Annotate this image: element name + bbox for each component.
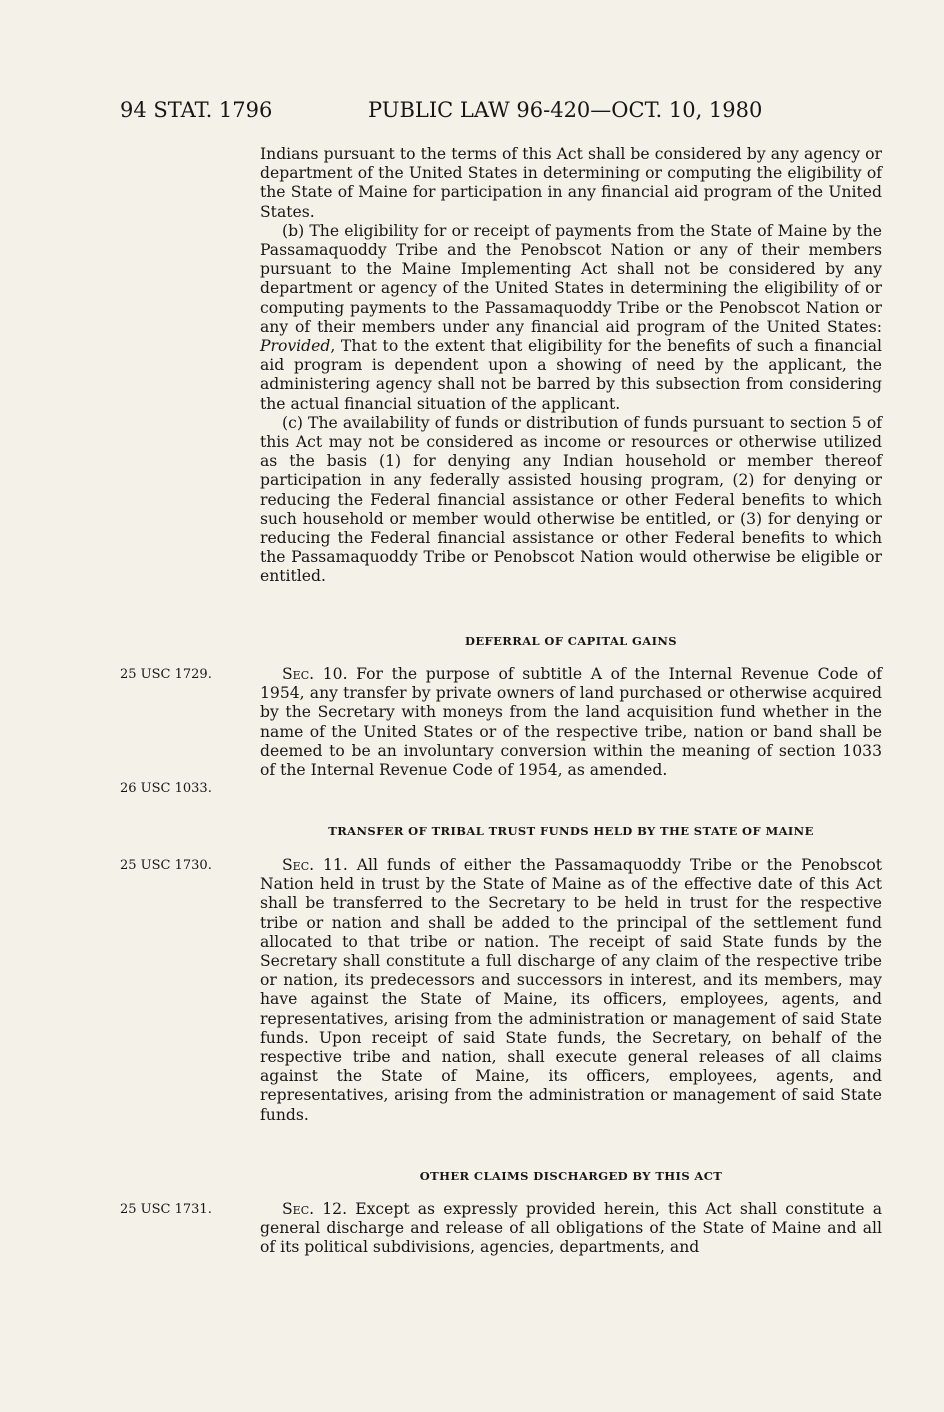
margin-citation-1731: 25 USC 1731. [120,1202,212,1217]
section-11-label: Sec. 11. [282,856,348,874]
running-header-title: PUBLIC LAW 96-420—OCT. 10, 1980 [368,98,763,122]
text-block-section-9 [260,145,882,587]
text-block-section-12 [260,1200,882,1258]
section-12-paragraph: Sec. 12. Except as expressly provided herein, this Act shall constitute a general discharge and release of all obligations of the State of Maine and all of its political subdivisions, agencies, departments, and [260,1200,882,1257]
section-10-paragraph: Sec. 10. For the purpose of subtitle A of the Internal Revenue Code of 1954, any transfer by private owners of land purchased or otherwise acquired by the Secretary with moneys from the land acquisition fund whether in the name of the United States or of the respective tribe, nation or band shall be deemed to be an involuntary conversion within the meaning of section 1033 of the Internal Revenue Code of 1954, as amended. [260,665,882,780]
statute-page-number: 94 STAT. 1796 [120,98,273,122]
section-11-paragraph: Sec. 11. All funds of either the Passamaquoddy Tribe or the Penobscot Nation held in trust by the State of Maine as of the effective date of this Act shall be transferred to the Secretary to be held in trust for the respective tribe or nation and shall be added to the principal of the settlement fund allocated to that tribe or nation. The receipt of said State funds by the Secretary shall constitute a full discharge of any claim of the respective tribe or nation, its predecessors and successors in interest, and its members, may have against the State of Maine, its officers, employees, agents, and representatives, arising from the administration or management of said State funds. Upon receipt of said State funds, the Secretary, on behalf of the respective tribe and nation, shall execute general releases of all claims against the State of Maine, its officers, employees, agents, and representatives, arising from the administration or management of said State funds. [260,856,882,1124]
provided-italic: Provided [260,337,331,356]
text-block-section-11 [260,856,882,1125]
section-heading-transfer: TRANSFER OF TRIBAL TRUST FUNDS HELD BY THE STATE OF MAINE [328,824,814,838]
margin-citation-1729: 25 USC 1729. [120,667,212,682]
paragraph-a-continuation: Indians pursuant to the terms of this Act shall be considered by any agency or department of the United States in determining or computing the eligibility of the State of Maine for participation in any financial aid program of the United States. [260,145,882,221]
margin-citation-1033: 26 USC 1033. [120,781,212,796]
margin-citation-1730: 25 USC 1730. [120,858,212,873]
text-block-section-10 [260,665,882,780]
section-10-label: Sec. 10. [282,665,348,683]
section-heading-other-claims: OTHER CLAIMS DISCHARGED BY THIS ACT [419,1169,723,1183]
paragraph-b: (b) The eligibility for or receipt of payments from the State of Maine by the Passamaquoddy Tribe and the Penobscot Nation or any of their members pursuant to the Maine Implementing Act shall not be considered by any department or agency of the United States in determining the eligibility of or computing payments to the Passamaquoddy Tribe or the Penobscot Nation or any of their members under any financial aid program of the United States: Provided, That to the extent that eligibility for the benefits of such a financial aid program is dependent upon a showing of need by the applicant, the administering agency shall not be barred by this subsection from considering the actual financial situation of the applicant. [260,221,882,413]
paragraph-c: (c) The availability of funds or distribution of funds pursuant to section 5 of this Act may not be considered as income or resources or otherwise utilized as the basis (1) for denying any Indian household or member thereof participation in any federally assisted housing program, (2) for denying or reducing the Federal financial assistance or other Federal benefits to which such household or member would otherwise be entitled, or (3) for denying or reducing the Federal financial assistance or other Federal benefits to which the Passamaquoddy Tribe or Penobscot Nation would otherwise be eligible or entitled. [260,413,882,586]
section-12-label: Sec. 12. [282,1200,348,1218]
section-heading-deferral: DEFERRAL OF CAPITAL GAINS [465,634,677,648]
